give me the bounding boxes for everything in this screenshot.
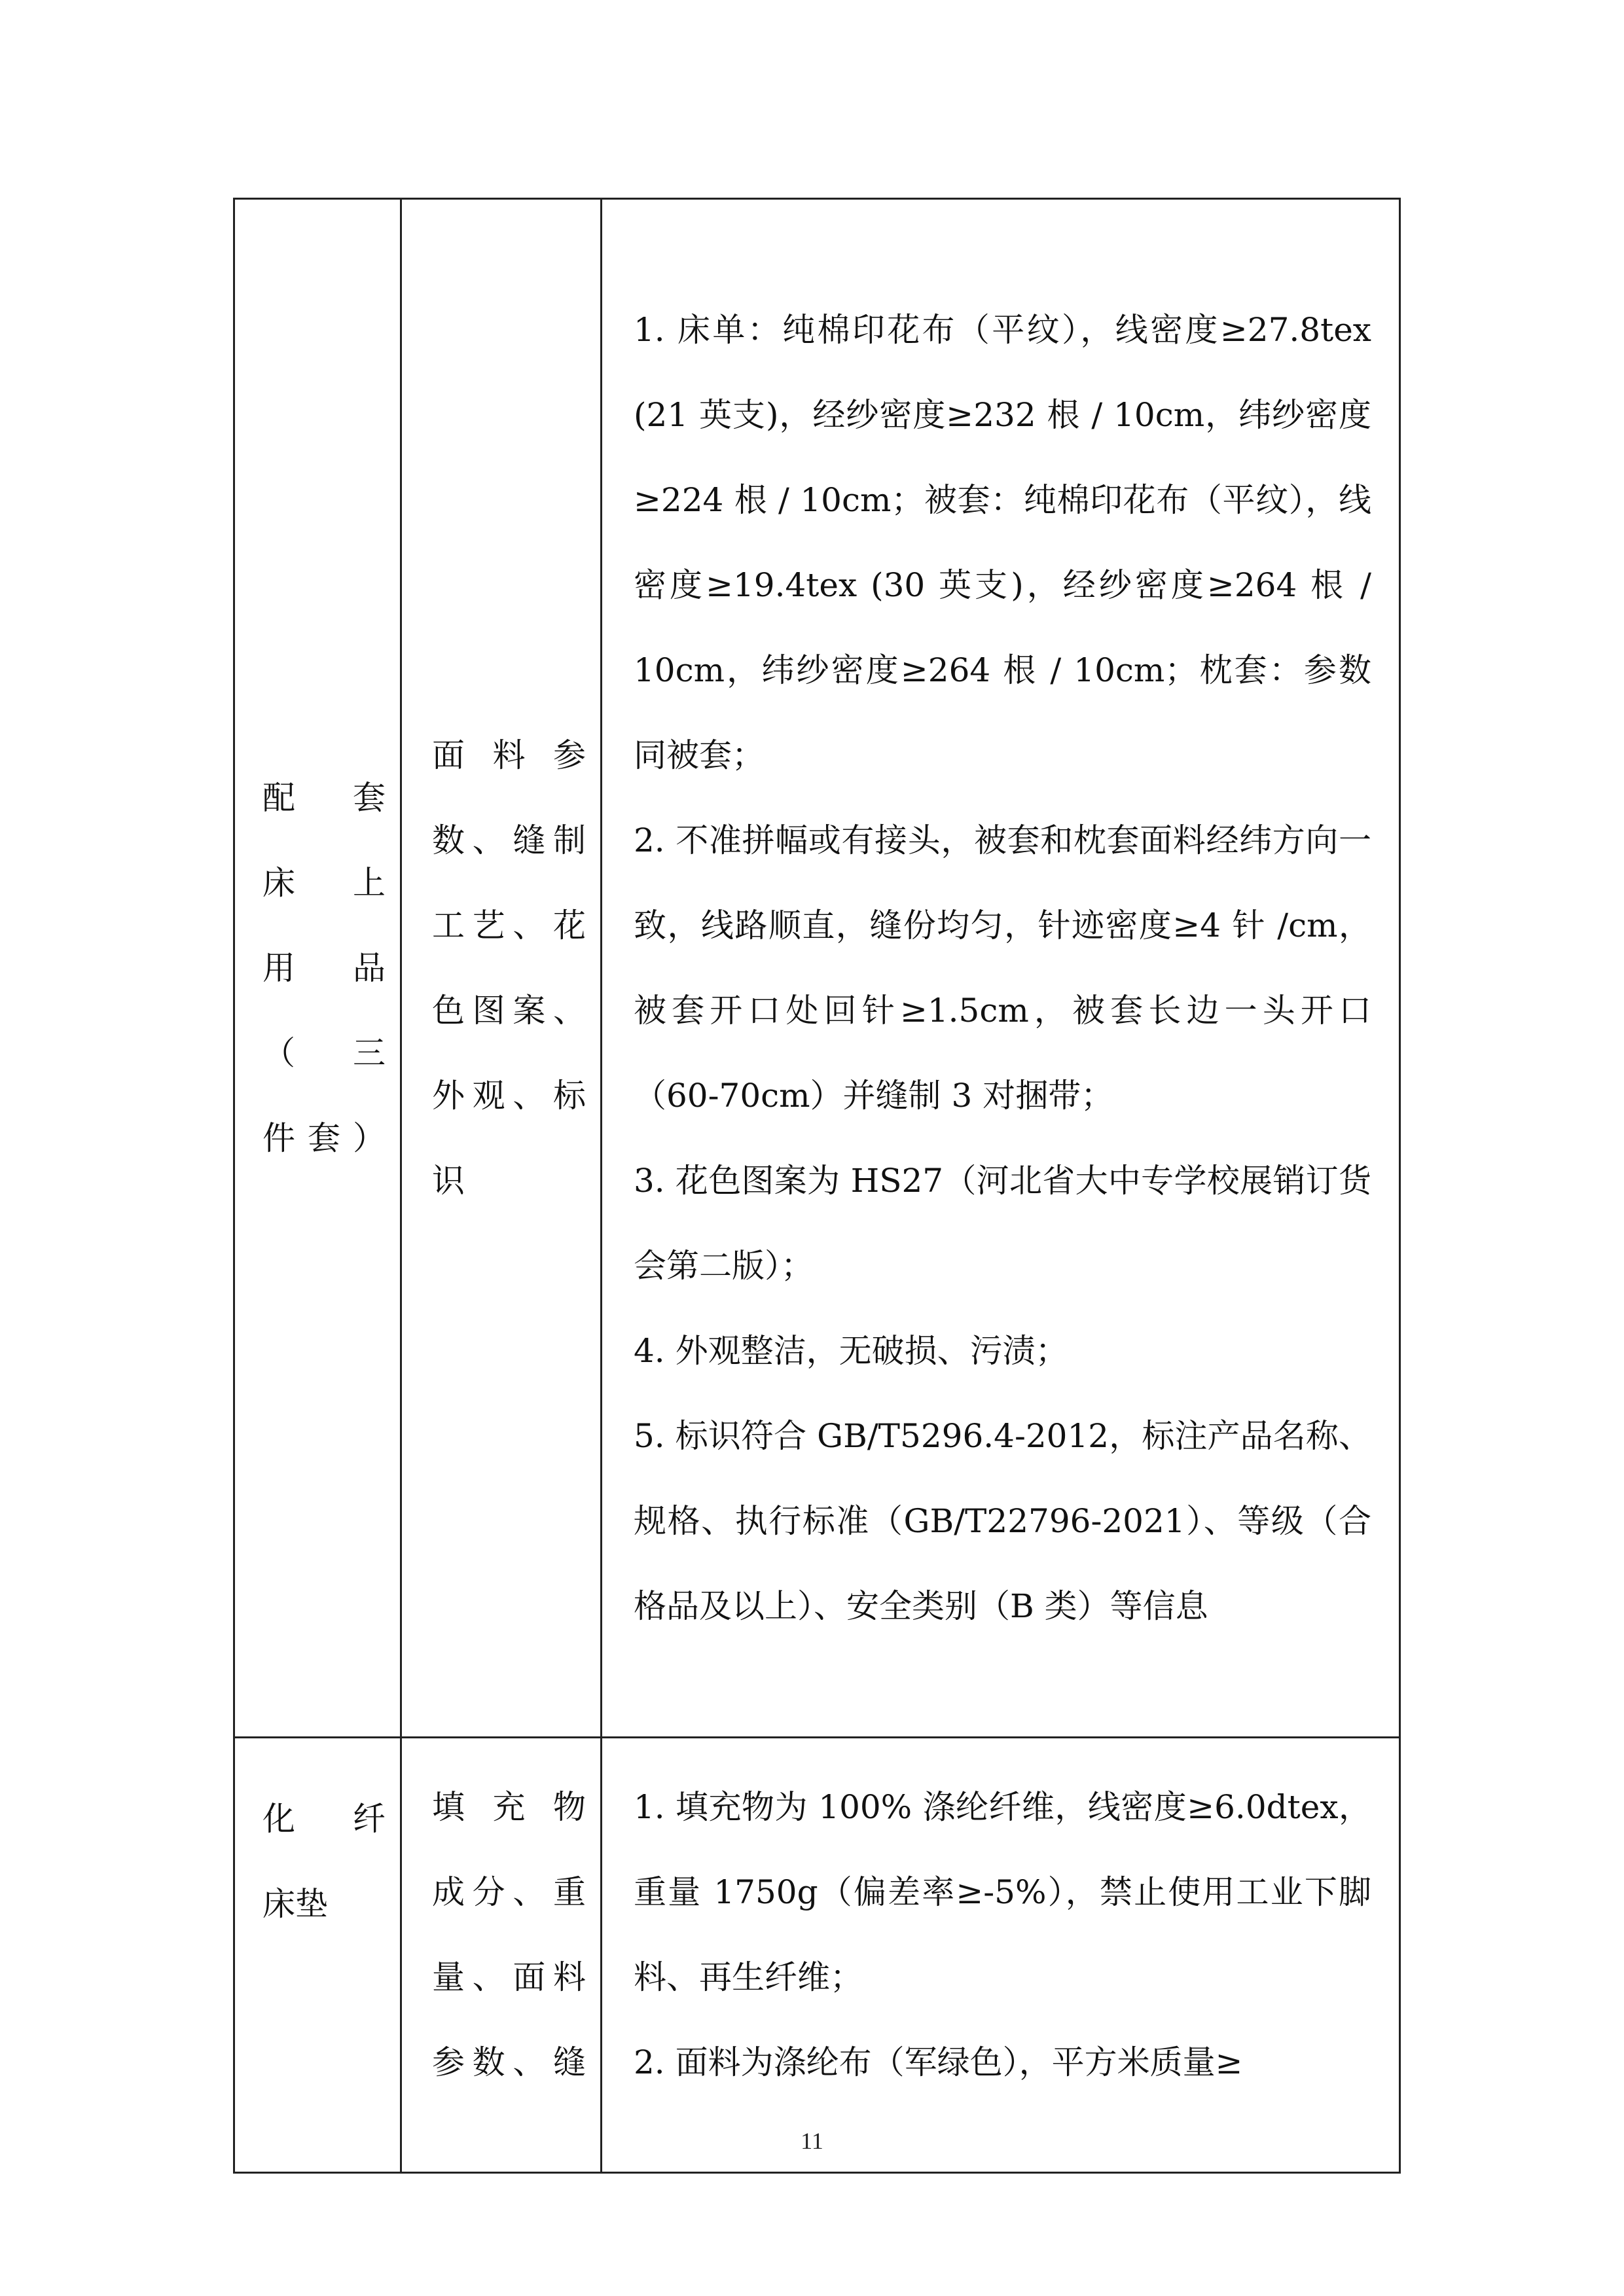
item-name-line: 用 品 — [262, 949, 386, 987]
aspect-line: 参数、缝 — [432, 2043, 586, 2081]
requirements-cell — [602, 199, 1400, 1738]
item-name-cell — [234, 199, 401, 1738]
item-name-line: 件套） — [262, 1119, 386, 1157]
requirement-item: 1. 床单：纯棉印花布（平纹），线密度≥27.8tex (21 英支)，经纱密度≥232 根 / 10cm，纬纱密度≥224 根 / 10cm；被套：纯棉印花布（平纹），线密度≥19.4tex (30 英支)，经纱密度≥264 根 / 10cm，纬纱密度≥264 根 / 10cm；枕套：参数同被套； — [634, 311, 1371, 774]
item-name-cell — [234, 1738, 401, 2173]
aspect-line: 数、缝制 — [432, 821, 586, 859]
requirement-item: 5. 标识符合 GB/T5296.4-2012，标注产品名称、规格、执行标准（GB/T22796-2021）、等级（合格品及以上）、安全类别（B 类）等信息 — [634, 1417, 1371, 1625]
aspect-line: 填充物 — [432, 1788, 586, 1826]
requirement-item: 3. 花色图案为 HS27（河北省大中专学校展销订货会第二版）； — [634, 1162, 1371, 1285]
requirement-item: 4. 外观整洁，无破损、污渍； — [634, 1332, 1068, 1370]
aspect-line: 工艺、花 — [432, 906, 586, 944]
item-name-line: 配 套 — [262, 779, 386, 817]
aspect-line: 色图案、 — [432, 992, 586, 1030]
item-name-line: （ 三 — [262, 1034, 386, 1072]
item-name-line: 化 纤 — [262, 1800, 386, 1838]
aspect-line: 成分、重 — [432, 1873, 586, 1911]
table-row — [234, 199, 1400, 1738]
requirements-cell — [602, 1738, 1400, 2173]
requirement-item: 2. 面料为涤纶布（军绿色），平方米质量≥ — [634, 2043, 1243, 2081]
spec-table — [233, 198, 1401, 2174]
item-name-line: 床垫 — [262, 1885, 328, 1923]
aspect-line: 识 — [432, 1162, 465, 1200]
aspect-line: 量、面料 — [432, 1958, 586, 1996]
item-name-line: 床 上 — [262, 864, 386, 902]
aspect-cell — [401, 199, 602, 1738]
table-row — [234, 1738, 1400, 2173]
requirement-item: 1. 填充物为 100% 涤纶纤维，线密度≥6.0dtex，重量 1750g（偏差率≥-5%），禁止使用工业下脚料、再生纤维； — [634, 1788, 1371, 1996]
aspect-line: 外观、标 — [432, 1077, 586, 1115]
requirement-item: 2. 不准拼幅或有接头，被套和枕套面料经纬方向一致，线路顺直，缝份均匀，针迹密度≥4 针 /cm，被套开口处回针≥1.5cm，被套长边一头开口（60-70cm）并缝制 3 对捆带； — [634, 821, 1371, 1115]
page-number: 11 — [801, 2128, 823, 2154]
aspect-cell — [401, 1738, 602, 2173]
aspect-line: 面料参 — [432, 736, 586, 774]
